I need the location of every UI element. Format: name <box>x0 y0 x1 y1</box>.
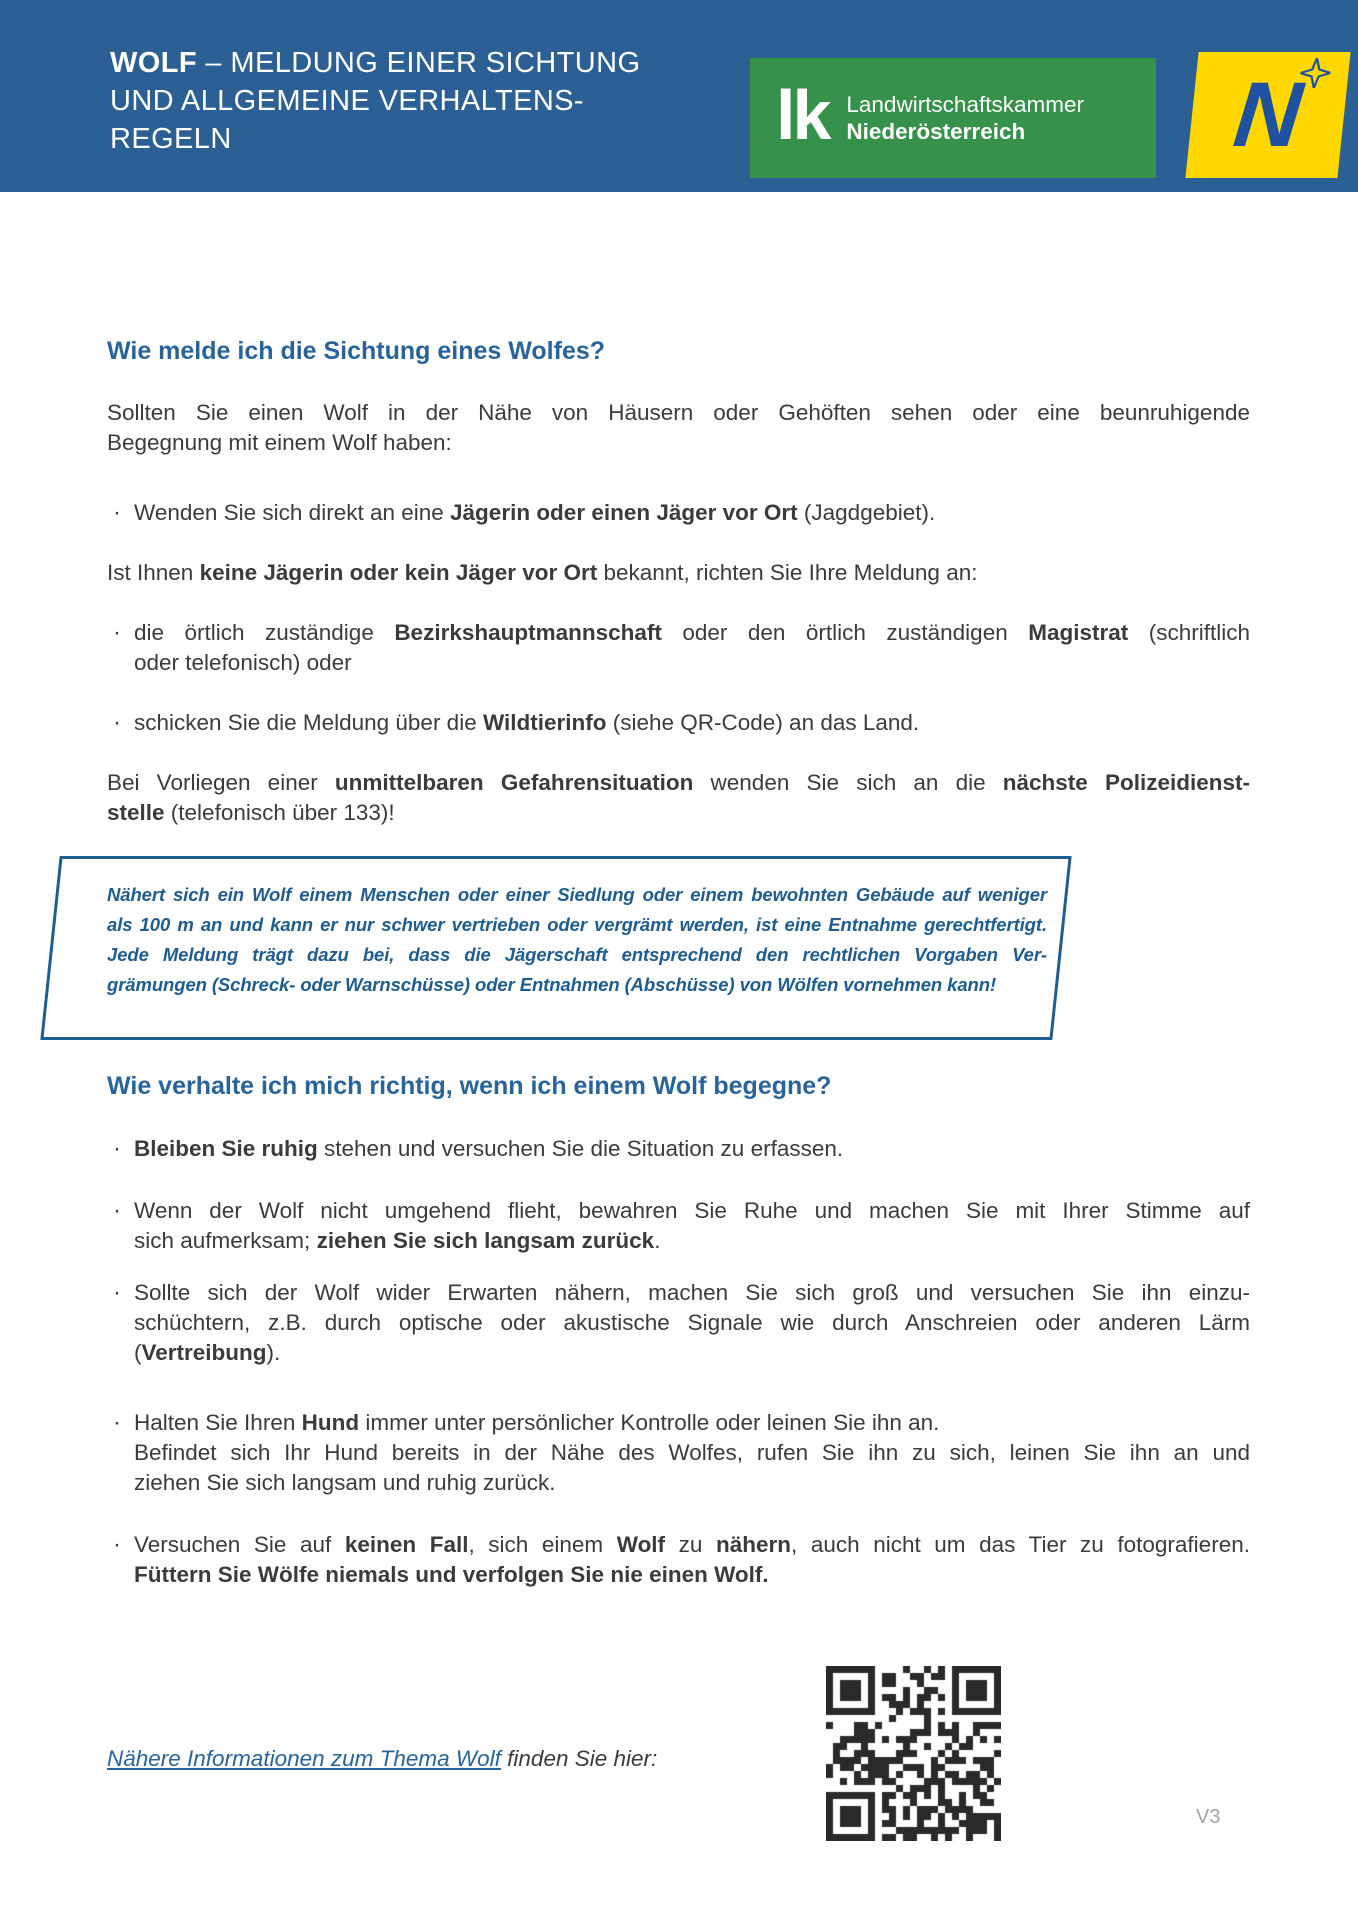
text-segment: Halten Sie Ihren <box>134 1410 302 1435</box>
text-segment: ziehen Sie sich langsam zurück <box>316 1228 655 1253</box>
text-segment: – MELDUNG EINER SICHTUNG <box>196 47 641 79</box>
text-line <box>107 558 1250 588</box>
intro-paragraph <box>107 398 1250 458</box>
section1-heading: Wie melde ich die Sichtung eines Wolfes? <box>107 337 606 365</box>
lk-logo-text <box>846 91 1084 145</box>
text-segment: stehen und versuchen Sie die Situation zu erfassen. <box>317 1136 844 1161</box>
text-line <box>134 1408 1250 1438</box>
text-segment: bekannt, richten Sie Ihre Meldung an: <box>597 560 978 585</box>
text-segment: keine Jägerin oder kein Jäger vor Ort <box>199 560 598 585</box>
text-segment: Befindet sich Ihr Hund bereits in der Nähe des Wolfes, rufen Sie ihn zu sich, leinen Sie ihn an und <box>134 1440 1250 1465</box>
text-segment: stelle <box>107 800 165 825</box>
text-segment: ). <box>266 1340 281 1365</box>
qr-code <box>826 1666 1001 1841</box>
text-segment: Nähert sich ein Wolf einem Menschen oder einer Siedlung oder einem bewohnten Gebäude auf weniger <box>107 884 1047 905</box>
text-segment: die örtlich zuständige <box>134 620 395 645</box>
text-line <box>134 1468 1250 1498</box>
text-segment: Magistrat <box>1028 620 1129 645</box>
text-segment: nächste Polizeidienst- <box>1002 770 1250 795</box>
footer-info-link[interactable]: Nähere Informationen zum Thema Wolf <box>107 1746 501 1771</box>
text-line <box>134 1530 1250 1560</box>
text-segment: Wenn der Wolf nicht umgehend flieht, bewahren Sie Ruhe und machen Sie mit Ihrer Stimme auf <box>134 1198 1250 1223</box>
text-segment: Füttern Sie Wölfe niemals und verfolgen Sie nie einen Wolf. <box>134 1562 769 1587</box>
text-segment: oder den örtlich zuständigen <box>661 620 1029 645</box>
noe-star-icon <box>1299 58 1332 88</box>
lk-logo-org: Landwirtschaftskammer <box>846 92 1084 117</box>
text-segment: oder telefonisch) oder <box>134 650 352 675</box>
bullet-wildtierinfo <box>107 708 1250 738</box>
text-segment: , sich einem <box>468 1532 617 1557</box>
text-line <box>107 880 1047 910</box>
text-segment: (Jagdgebiet). <box>797 500 936 525</box>
paragraph-gefahrensituation <box>107 768 1250 828</box>
text-segment: zu <box>665 1532 716 1557</box>
text-segment: Vertreibung <box>141 1340 267 1365</box>
text-segment: Jede Meldung trägt dazu bei, dass die Jägerschaft entsprechend den rechtlichen Vorgaben Ver- <box>107 944 1047 965</box>
text-segment: Begegnung mit einem Wolf haben: <box>107 430 452 455</box>
bullet-hund <box>107 1408 1250 1498</box>
text-segment: REGELN <box>110 123 232 155</box>
text-segment: Jägerin oder einen Jäger vor Ort <box>450 500 798 525</box>
text-segment: Ist Ihnen <box>107 560 200 585</box>
text-segment: wenden Sie sich an die <box>693 770 1003 795</box>
text-line <box>107 910 1047 940</box>
text-segment: sich aufmerksam; <box>134 1228 317 1253</box>
text-segment: (schriftlich <box>1128 620 1250 645</box>
text-line <box>134 1308 1250 1338</box>
text-segment: grämungen (Schreck- oder Warnschüsse) oder Entnahmen (Abschüsse) von Wölfen vornehmen kann! <box>107 974 996 995</box>
text-segment: keinen Fall <box>344 1532 469 1557</box>
text-segment: UND ALLGEMEINE VERHALTENS- <box>110 85 584 117</box>
text-segment: Wolf <box>616 1532 666 1557</box>
text-line <box>110 44 640 82</box>
text-segment: immer unter persönlicher Kontrolle oder leinen Sie ihn an. <box>359 1410 940 1435</box>
text-segment: ziehen Sie sich langsam und ruhig zurück. <box>134 1470 556 1495</box>
text-segment: (siehe QR-Code) an das Land. <box>606 710 920 735</box>
text-line <box>134 708 1250 738</box>
bullet-bleiben-sie-ruhig <box>107 1134 1250 1164</box>
bullet-nicht-naehern <box>107 1530 1250 1590</box>
lk-logo-region: Niederösterreich <box>846 119 1026 144</box>
text-line <box>134 1278 1250 1308</box>
text-segment: WOLF <box>110 47 197 79</box>
header-band <box>0 0 1358 192</box>
text-line <box>107 970 1047 1000</box>
text-line <box>107 768 1250 798</box>
bullet-bezirkshauptmannschaft <box>107 618 1250 678</box>
niederoesterreich-logo <box>1185 52 1350 178</box>
text-segment: Bezirkshauptmannschaft <box>394 620 662 645</box>
text-segment: Sollten Sie einen Wolf in der Nähe von Häusern oder Gehöften sehen oder eine beunruhigende <box>107 400 1250 425</box>
text-segment: unmittelbaren Gefahrensituation <box>334 770 694 795</box>
text-segment: Bei Vorliegen einer <box>107 770 335 795</box>
footer-note-rest: finden Sie hier: <box>500 1746 658 1771</box>
text-line <box>134 498 1250 528</box>
text-line <box>134 1338 1250 1368</box>
text-line <box>107 398 1250 428</box>
text-segment: Hund <box>301 1410 360 1435</box>
text-segment: , auch nicht um das Tier zu fotografieren. <box>791 1532 1250 1557</box>
text-segment: schüchtern, z.B. durch optische oder akustische Signale wie durch Anschreien oder anderen Lärm <box>134 1310 1250 1335</box>
text-line <box>134 1560 1250 1590</box>
text-line <box>134 618 1250 648</box>
text-segment: Bleiben Sie ruhig <box>134 1136 318 1161</box>
text-segment: . <box>654 1228 661 1253</box>
text-line <box>107 428 1250 458</box>
text-line <box>134 648 1250 678</box>
text-segment: (telefonisch über 133)! <box>164 800 395 825</box>
text-segment: Sollte sich der Wolf wider Erwarten nähern, machen Sie sich groß und versuchen Sie ihn einzu- <box>134 1280 1250 1305</box>
page-title <box>110 44 640 158</box>
text-line <box>110 82 640 120</box>
paragraph-meldung-an <box>107 558 1250 588</box>
bullet-vertreibung <box>107 1278 1250 1368</box>
text-segment: ( <box>134 1340 142 1365</box>
text-line <box>134 1196 1250 1226</box>
text-segment: Versuchen Sie auf <box>134 1532 345 1557</box>
text-segment: nähern <box>715 1532 791 1557</box>
text-segment: schicken Sie die Meldung über die <box>134 710 483 735</box>
bullet-jaeger-vor-ort <box>107 498 1250 528</box>
text-segment: als 100 m an und kann er nur schwer vertrieben oder vergrämt werden, ist eine Entnahme gerechtfertigt. <box>107 914 1047 935</box>
lk-logo <box>750 58 1156 178</box>
text-line <box>134 1134 1250 1164</box>
lk-logo-mark: lk <box>776 76 829 154</box>
text-line <box>134 1438 1250 1468</box>
section2-heading: Wie verhalte ich mich richtig, wenn ich einem Wolf begegne? <box>107 1072 832 1100</box>
footer-note <box>107 1744 657 1774</box>
version-label: V3 <box>1196 1806 1221 1828</box>
text-line <box>107 798 1250 828</box>
callout-box <box>50 856 1062 1040</box>
bullet-wolf-flieht-nicht <box>107 1196 1250 1256</box>
text-line <box>134 1226 1250 1256</box>
text-line <box>107 940 1047 970</box>
text-segment: Wildtierinfo <box>482 710 607 735</box>
callout-text <box>107 880 1047 1000</box>
noe-n-letter: N <box>1229 63 1307 166</box>
text-segment: Wenden Sie sich direkt an eine <box>134 500 451 525</box>
text-line <box>110 120 640 158</box>
